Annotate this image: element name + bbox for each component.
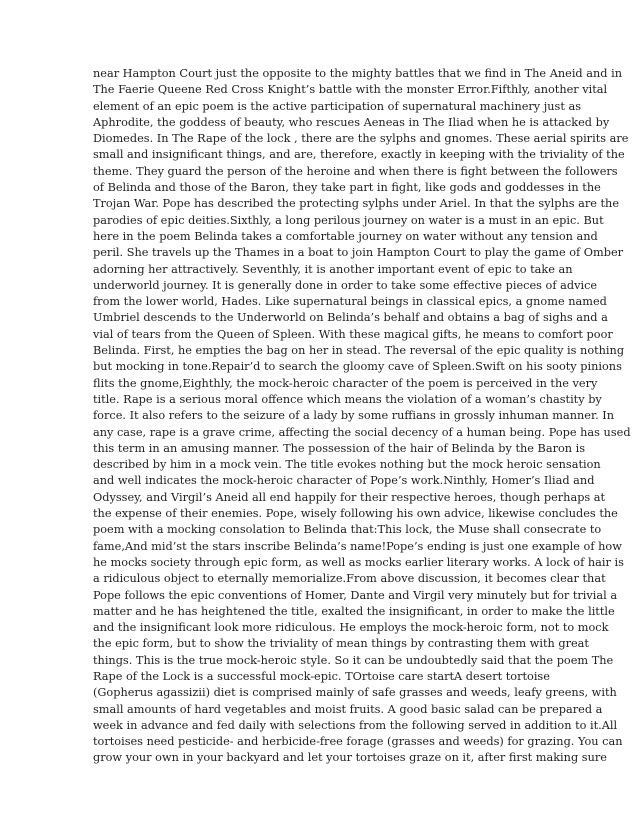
body-text: [93, 66, 631, 767]
text-line: grow your own in your backyard and let your tortoises graze on it, after first making sure: [93, 751, 607, 765]
text-line: theme. They guard the person of the heroine and when there is fight between the followers: [93, 164, 618, 178]
text-line: Umbriel descends to the Underworld on Belinda’s behalf and obtains a bag of sighs and a: [93, 311, 608, 325]
text-line: and the insignificant look more ridiculous. He employs the mock-heroic form, not to mock: [93, 621, 609, 635]
text-line: the epic form, but to show the triviality of mean things by contrasting them with great: [93, 637, 589, 651]
text-line: from the lower world, Hades. Like supernatural beings in classical epics, a gnome named: [93, 295, 607, 309]
text-line: Pope follows the epic conventions of Homer, Dante and Virgil very minutely but for trivial a: [93, 588, 618, 602]
text-line: here in the poem Belinda takes a comfortable journey on water without any tension and: [93, 229, 598, 243]
text-line: underworld journey. It is generally done in order to take some effective pieces of advice: [93, 278, 598, 292]
text-line: the expense of their enemies. Pope, wisely following his own advice, likewise concludes the: [93, 507, 618, 521]
text-line: small and insignificant things, and are, therefore, exactly in keeping with the triviality of the: [93, 148, 625, 162]
text-line: Diomedes. In The Rape of the lock , there are the sylphs and gnomes. These aerial spirits are: [93, 132, 629, 146]
text-line: small amounts of hard vegetables and moist fruits. A good basic salad can be prepared a: [93, 702, 603, 716]
text-line: Belinda. First, he empties the bag on her in stead. The reversal of the epic quality is nothing: [93, 344, 625, 358]
text-line: Aphrodite, the goddess of beauty, who rescues Aeneas in The Iliad when he is attacked by: [93, 115, 610, 129]
text-line: described by him in a mock vein. The title evokes nothing but the mock heroic sensation: [93, 458, 601, 472]
text-line: peril. She travels up the Thames in a boat to join Hampton Court to play the game of Omber: [93, 246, 624, 260]
text-line: a ridiculous object to eternally memorialize.From above discussion, it becomes clear that: [93, 572, 606, 586]
text-line: title. Rape is a serious moral offence which means the violation of a woman’s chastity by: [93, 392, 602, 406]
text-line: tortoises need pesticide- and herbicide-free forage (grasses and weeds) for grazing. You can: [93, 735, 623, 749]
text-line: element of an epic poem is the active participation of supernatural machinery just as: [93, 99, 582, 113]
text-line: fame,And mid’st the stars inscribe Belinda’s name!Pope’s ending is just one example of how: [93, 539, 622, 553]
text-line: force. It also refers to the seizure of a lady by some ruffians in grossly inhuman manner. In: [93, 409, 615, 423]
text-line: flits the gnome,Eighthly, the mock-heroic character of the poem is perceived in the very: [93, 376, 598, 390]
text-line: and well indicates the mock-heroic character of Pope’s work.Ninthly, Homer’s Iliad and: [93, 474, 595, 488]
text-line: poem with a mocking consolation to Belinda that:This lock, the Muse shall consecrate to: [93, 523, 602, 537]
text-line: things. This is the true mock-heroic style. So it can be undoubtedly said that the poem The: [93, 653, 614, 667]
text-line: (Gopherus agassizii) diet is comprised mainly of safe grasses and weeds, leafy greens, with: [93, 686, 617, 700]
text-line: matter and he has heightened the title, exalted the insignificant, in order to make the little: [93, 604, 615, 618]
text-line: but mocking in tone.Repair’d to search the gloomy cave of Spleen.Swift on his sooty pinions: [93, 360, 622, 374]
text-line: week in advance and fed daily with selections from the following served in addition to it.All: [93, 718, 618, 732]
text-line: Trojan War. Pope has described the protecting sylphs under Ariel. In that the sylphs are the: [93, 197, 620, 211]
text-line: he mocks society through epic form, as well as mocks earlier literary works. A lock of hair is: [93, 555, 624, 569]
text-line: parodies of epic deities.Sixthly, a long perilous journey on water is a must in an epic. But: [93, 213, 604, 227]
text-line: near Hampton Court just the opposite to the mighty battles that we find in The Aneid and in: [93, 67, 622, 80]
text-line: Odyssey, and Virgil’s Aneid all end happily for their respective heroes, though perhaps at: [93, 490, 606, 504]
text-line: adorning her attractively. Seventhly, it is another important event of epic to take an: [93, 262, 573, 276]
text-line: vial of tears from the Queen of Spleen. With these magical gifts, he means to comfort poor: [93, 327, 613, 341]
text-line: this term in an amusing manner. The possession of the hair of Belinda by the Baron is: [93, 441, 586, 455]
text-line: any case, rape is a grave crime, affecting the social decency of a human being. Pope has used: [93, 425, 631, 439]
text-line: of Belinda and those of the Baron, they take part in fight, like gods and goddesses in the: [93, 181, 601, 195]
text-line: The Faerie Queene Red Cross Knight’s battle with the monster Error.Fifthly, another vital: [93, 83, 608, 97]
text-line: Rape of the Lock is a successful mock-epic. TOrtoise care startA desert tortoise: [93, 669, 550, 683]
